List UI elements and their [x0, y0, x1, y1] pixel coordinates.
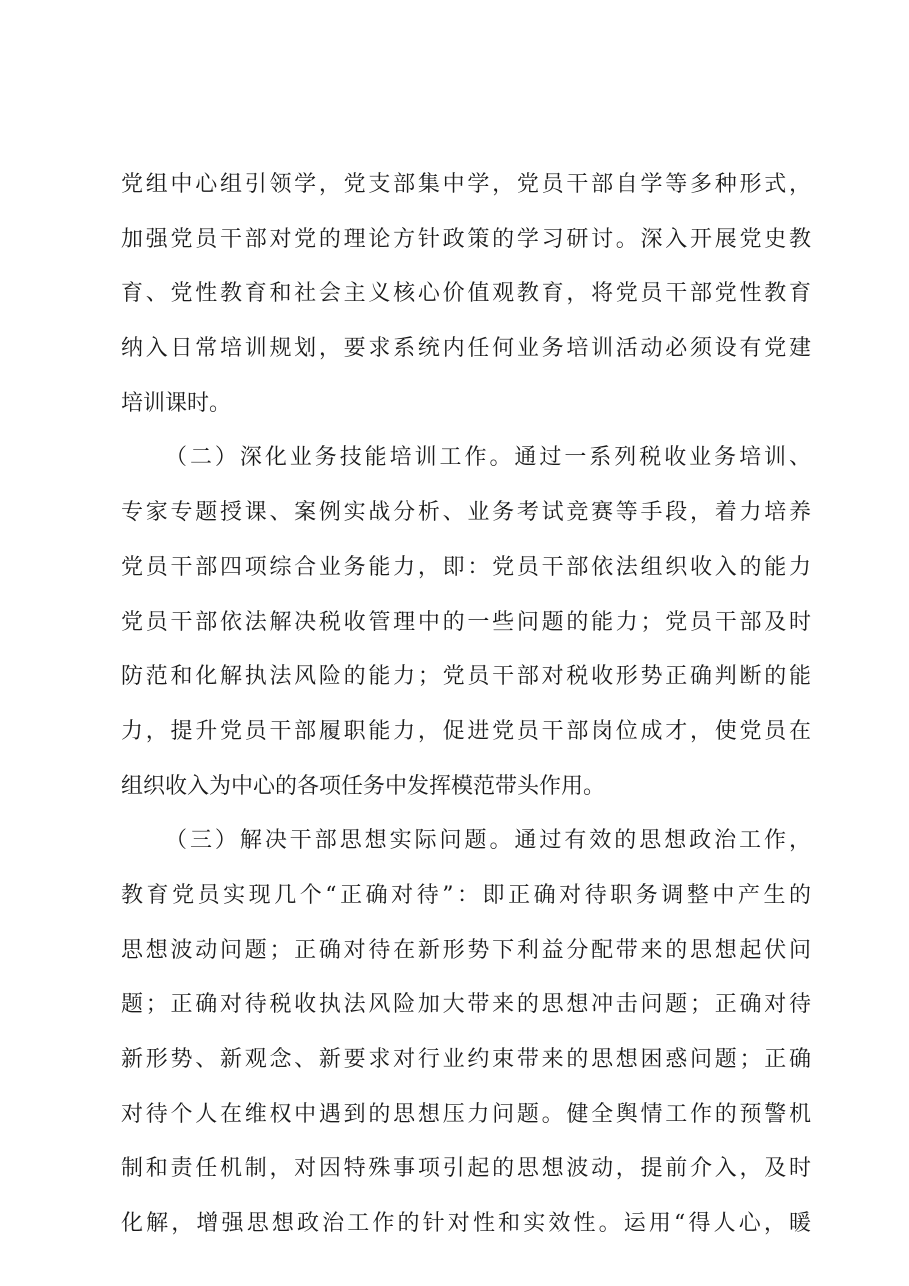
paragraph-heading-line: （二）深化业务技能培训工作。通过一系列税收业务培训、 — [165, 445, 811, 471]
text-line: 育、党性教育和社会主义核心价值观教育，将党员干部党性教育 — [121, 281, 811, 307]
text-line: 防范和化解执法风险的能力；党员干部对税收形势正确判断的能 — [121, 664, 811, 690]
text-line: 党员干部四项综合业务能力，即：党员干部依法组织收入的能力 — [121, 554, 811, 580]
text-line: 题；正确对待税收执法风险加大带来的思想冲击问题；正确对待 — [121, 992, 811, 1018]
text-line: 思想波动问题；正确对待在新形势下利益分配带来的思想起伏问 — [121, 937, 811, 963]
text-line: 党员干部依法解决税收管理中的一些问题的能力；党员干部及时 — [121, 609, 811, 635]
text-line: 新形势、新观念、新要求对行业约束带来的思想困惑问题；正确 — [121, 1047, 811, 1072]
text-line: 加强党员干部对党的理论方针政策的学习研讨。深入开展党史教 — [121, 226, 811, 252]
body-text — [121, 158, 811, 1252]
text-line: 教育党员实现几个“正确对待”：即正确对待职务调整中产生的 — [121, 882, 811, 908]
text-line: 组织收入为中心的各项任务中发挥模范带头作用。 — [121, 773, 606, 799]
text-line: 纳入日常培训规划，要求系统内任何业务培训活动必须设有党建 — [121, 336, 811, 362]
text-line: 化解，增强思想政治工作的针对性和实效性。运用“得人心，暖 — [121, 1211, 811, 1237]
paragraph-heading-line: （三）解决干部思想实际问题。通过有效的思想政治工作， — [165, 828, 811, 854]
text-line: 党组中心组引领学，党支部集中学，党员干部自学等多种形式， — [121, 172, 811, 197]
text-line: 力，提升党员干部履职能力，促进党员干部岗位成才，使党员在 — [121, 718, 811, 744]
text-line: 对待个人在维权中遇到的思想压力问题。健全舆情工作的预警机 — [121, 1101, 811, 1127]
text-line: 培训课时。 — [121, 390, 232, 416]
text-line: 专家专题授课、案例实战分析、业务考试竞赛等手段，着力培养 — [121, 500, 811, 526]
text-line: 制和责任机制，对因特殊事项引起的思想波动，提前介入，及时 — [121, 1156, 811, 1182]
